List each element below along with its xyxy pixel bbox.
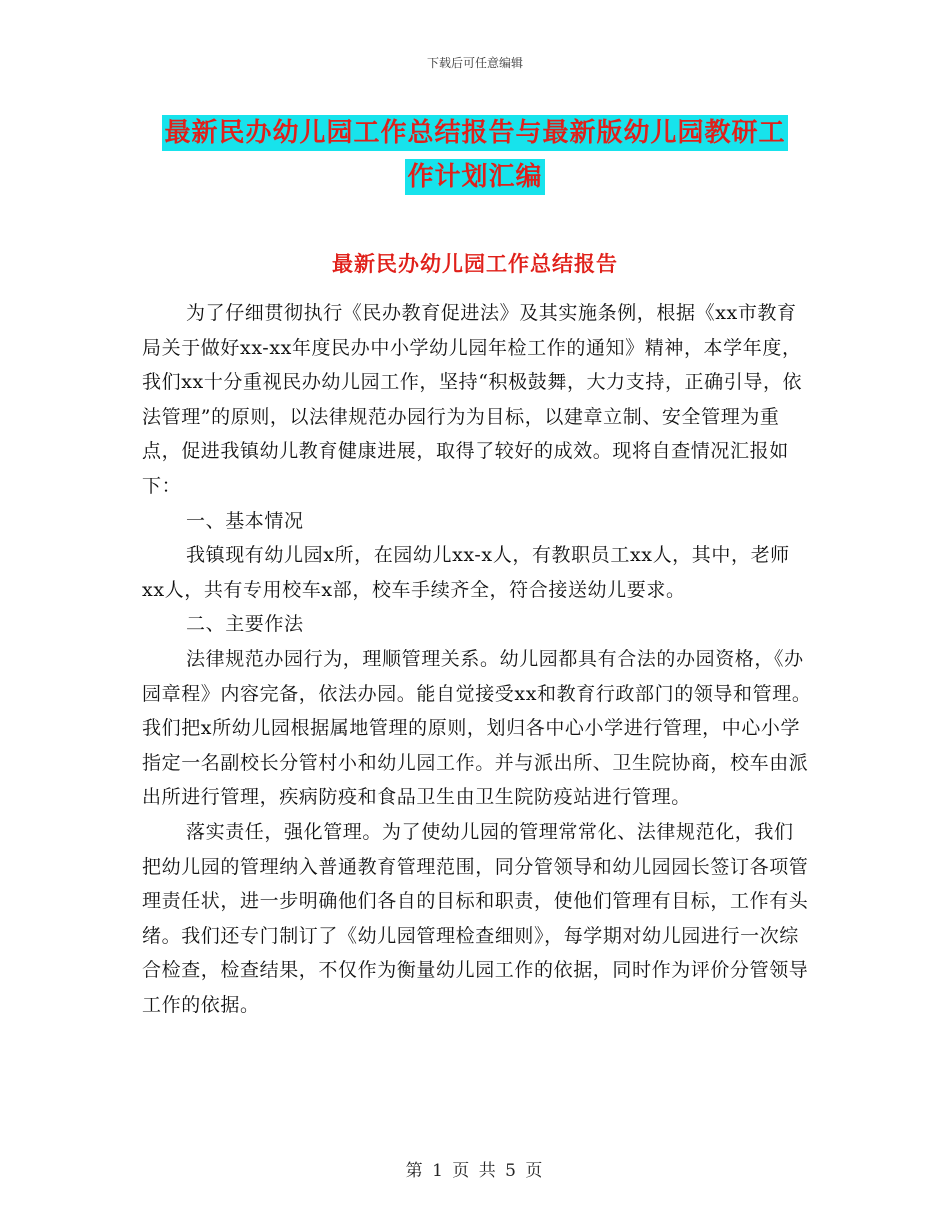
heading-basic-situation: 一、基本情况: [186, 509, 304, 532]
document-title-line-1-text: 最新民办幼儿园工作总结报告与最新版幼儿园教研工: [162, 115, 787, 151]
document-title-line-2: [0, 156, 950, 193]
paragraph-intro: 为了仔细贯彻执行《民办教育促进法》及其实施条例，根据《xx市教育局关于做好xx-xx年度民办中小学幼儿园年检工作的通知》精神，本学年度，我们xx十分重视民办幼儿园工作，坚持“积极鼓舞，大力支持，正确引导，依法管理”的原则，以法律规范办园行为为目标，以建章立制、安全管理为重点，促进我镇幼儿教育健康进展，取得了较好的成效。现将自查情况汇报如下：: [142, 302, 803, 497]
header-note: 下载后可任意编辑: [426, 56, 523, 70]
paragraph-regulate-management: 法律规范办园行为，理顺管理关系。幼儿园都具有合法的办园资格，《办园章程》内容完备，依法办园。能自觉接受xx和教育行政部门的领导和管理。我们把x所幼儿园根据属地管理的原则，划归各中心小学进行管理，中心小学指定一名副校长分管村小和幼儿园工作。并与派出所、卫生院协商，校车由派出所进行管理，疾病防疫和食品卫生由卫生院防疫站进行管理。: [142, 647, 812, 809]
paragraph-basic-situation: 我镇现有幼儿园x所，在园幼儿xx-x人，有教职员工xx人，其中，老师xx人，共有专用校车x部，校车手续齐全，符合接送幼儿要求。: [142, 544, 790, 601]
page-footer: 第 1 页 共 5 页: [405, 1161, 545, 1181]
section-title: 最新民办幼儿园工作总结报告: [332, 252, 618, 276]
paragraph-responsibility: 落实责任，强化管理。为了使幼儿园的管理常常化、法律规范化，我们把幼儿园的管理纳入普通教育管理范围，同分管领导和幼儿园园长签订各项管理责任状，进一步明确他们各自的目标和职责，使他们管理有目标，工作有头绪。我们还专门制订了《幼儿园管理检查细则》，每学期对幼儿园进行一次综合检查，检查结果，不仅作为衡量幼儿园工作的依据，同时作为评价分管领导工作的依据。: [142, 820, 809, 1016]
heading-main-practices: 二、主要作法: [186, 613, 304, 636]
document-title-line-2-text: 作计划汇编: [405, 159, 544, 195]
document-body: [142, 296, 812, 1022]
document-title-line-1: [0, 112, 950, 149]
